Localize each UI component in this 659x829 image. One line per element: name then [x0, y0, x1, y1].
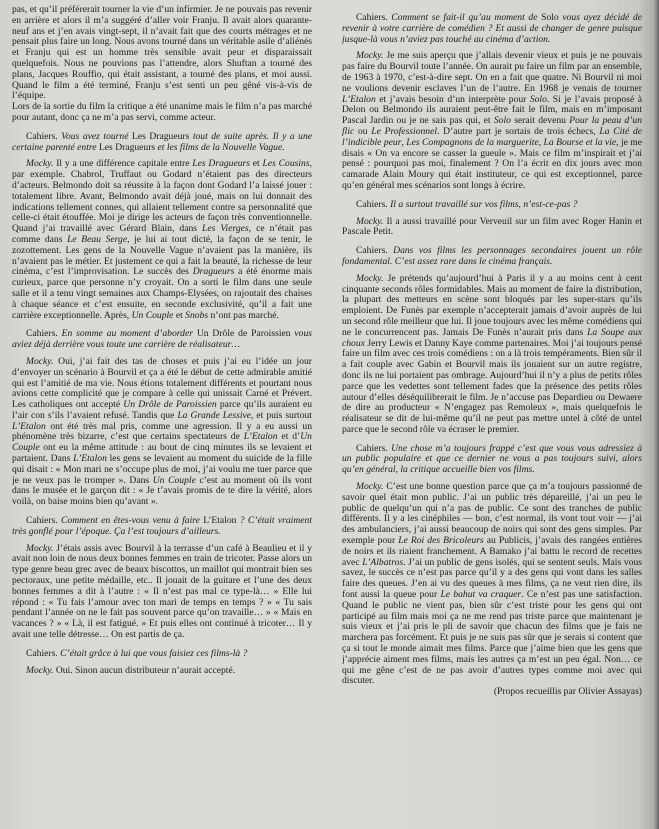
italic-text-run: Pour la peau d’un flic: [342, 115, 642, 137]
text-run: ,: [538, 136, 544, 148]
paragraph-answer: [12, 159, 312, 321]
paragraph-answer: [342, 274, 642, 436]
italic-text-run: Comment en êtes-vous venu à faire: [61, 515, 204, 527]
text-run: Je prétends qu’aujourd’hui à Paris il y a au moins cent à cent cinquante seconds rôles formidables. Mais au moment de faire la distribution, la plupart des metteurs en scène sont bloqués par les super-stars qu’ils emploient. De Funès par exemple n’accepterait jamais d’avoir auprès de lui un second rôle meilleur que lui. Il joue toujours avec les même comédiens qui ne le concurrencent pas. Jamais De Funès n’aurait pris dans: [342, 272, 642, 338]
text-run: L’Etalon: [203, 515, 237, 527]
italic-text-run: L’Etalon: [243, 431, 278, 443]
italic-text-run: La Grande Lessive: [177, 409, 252, 421]
text-run: Cahiers.: [26, 328, 62, 340]
text-run: Cahiers.: [356, 198, 391, 210]
text-run: et: [173, 309, 186, 321]
italic-text-run: Mocky.: [356, 215, 384, 227]
text-run: J’étais assis avec Bourvil à la terrasse d’un café à Beaulieu et il y avait non loin de nous deux bonnes femmes en train de tricoter. Passe alors un type genre beau grec avec de beaux biscottos, un maillot qui montrait bien ses pectoraux, une petite médaille, etc.. Il jouait de la guitare et l’une des deux bonnes femmes a dit à l’autre : « Il n’est pas mal ce type-là… » Elle lui répond : « Tu fais l’amour avec ton mari de temps en temps ? » « Tu sais pendant l’année on ne le fait pas souvent parce qu’on travaille… » « Mais en vacances ? » « Là, il est fatigué. » Et puis elles ont continué à tricoter… Il y avait une telle détresse… On est partis de ça.: [12, 542, 312, 641]
italic-text-run: Les Dragueurs: [192, 158, 250, 170]
text-run: et d’: [277, 431, 301, 443]
italic-text-run: tout de suite après. Il y a une certaine parenté entre: [12, 130, 312, 153]
text-run: Les Dragueurs: [131, 130, 193, 142]
text-run: . J’ai un public de gens isolés, qui se sentent seuls. Mais vous savez, le succès ce n’est pas parce qu’il y a des gens qui vont dans les salles faire des queues. J’en ai vu des queues à mes films, ça ne veut rien dire, ils font aussi la queue pour: [342, 556, 642, 601]
text-run: c’est au moment où ils vont dans le musée et le garçon dit : « Je t’avais promis de te dire la vérité, alors voilà, on baise moins bien qu’avant ».: [12, 474, 312, 508]
text-run: Cahiers.: [356, 245, 394, 257]
italic-text-run: Il a surtout travaillé sur vos films, n’est-ce-pas ?: [390, 198, 578, 210]
paragraph-question: [12, 329, 312, 351]
italic-text-run: Dragueurs: [192, 266, 235, 278]
italic-text-run: Le Professionnel: [371, 125, 438, 137]
italic-text-run: L’Albatros: [362, 556, 404, 568]
text-run: Oui. Sinon aucun distributeur n’aurait accepté.: [53, 664, 236, 676]
text-run: parce qu’ils auraient eu l’air con s’ils l’avaient refusé. Tandis que: [12, 399, 312, 421]
text-run: Cahiers.: [356, 12, 392, 23]
paragraph-question: [12, 516, 312, 538]
column-left: [12, 5, 312, 825]
paragraph-question: [342, 13, 642, 45]
italic-text-run: Solo: [529, 93, 547, 105]
text-run: Les Dragueurs: [98, 141, 158, 153]
text-run: Un Drôle de Paroissien: [196, 328, 295, 340]
paragraph-answer: [12, 666, 312, 677]
italic-text-run: Dans vos films les personnages secondaires jouent un rôle fondamental. C’est assez rare dans le cinéma français.: [342, 245, 642, 267]
text-run: Cahiers.: [26, 130, 62, 142]
italic-text-run: Une chose m’a toujours frappé c’est que vous vous adressiez à un public populaire et que ce dernier ne vous a pas toujours suivi, alors qu’en général, la critique accueille bien vos films.: [342, 442, 642, 476]
italic-text-run: Vous avez tourné: [61, 130, 132, 142]
italic-text-run: Le bahut va craquer: [440, 589, 522, 601]
italic-text-run: ? C’était vraiment très gonflé pour l’époque. Ça l’est toujours d’ailleurs.: [12, 515, 312, 537]
text-run: ont eu la même attitude : au bout de cinq minutes ils se levaient et partaient. Dans: [12, 442, 312, 465]
text-run: , et puis surtout: [251, 409, 312, 421]
italic-text-run: Un Couple: [131, 309, 174, 321]
italic-text-run: C’était grâce à lui que vous faisiez ces films-là ?: [60, 647, 248, 659]
text-run: Solo: [541, 12, 563, 23]
italic-text-run: Mocky.: [356, 272, 384, 284]
text-run: n’ont pas marché.: [208, 309, 279, 321]
paragraph-credit: [342, 687, 642, 698]
italic-text-run: Solo: [493, 115, 511, 127]
paragraph-answer: [342, 217, 642, 239]
italic-text-run: Un Couple: [152, 474, 196, 486]
paragraph-question: [12, 649, 312, 660]
text-run: , ce n’était pas comme dans: [12, 223, 312, 245]
text-run: ,: [401, 136, 407, 148]
italic-text-run: Un Couple: [12, 431, 312, 454]
text-run: et j’avais besoin d’un interprète pour: [375, 93, 530, 105]
text-run: . D’autre part je sortais de trois échecs,: [437, 125, 600, 137]
text-run: Cahiers.: [26, 515, 62, 527]
paragraph-answer: [12, 357, 312, 508]
italic-text-run: L’Etalon: [342, 93, 376, 105]
italic-text-run: Mocky.: [26, 355, 54, 367]
text-run: a été énorme mais curieux, parce que personne n’y croyait. On a sorti le film dans une seule salle et il a tenu vingt semaines aux Champs-Elysées, on rajoutait des chaises à chaque séance et c’est ensuite, en seconde exclusivité, qu’il a fait une carrière exceptionnelle. Après,: [12, 266, 312, 321]
paragraph-question: [342, 444, 642, 476]
italic-text-run: vous aviez déjà derrière vous toute une carrière de réalisateur…: [12, 328, 312, 351]
text-run: , je me disais « On va encore se casser la gueule ». Mais ce film m’inspirait et j’ai pensé : pourquoi pas moi, finalement ? On l’a écrit en dix jours avec mon camarade Alain Moury qui était instituteur, ce qui est exceptionnel, parce qu’en général mes scénarios sont longs à écrire.: [342, 136, 642, 191]
text-run: serait devenu: [510, 115, 570, 127]
italic-text-run: et les films de la Nouvelle Vague.: [157, 141, 285, 153]
text-run: Il y a une différence capitale entre: [53, 158, 193, 170]
text-run: les gens se levaient au moment du suicide de la fille qui disait : « Mon mari ne s’occupe plus de moi, j’ai voulu me tuer parce que je ne veux pas le tromper ». Dans: [12, 453, 312, 486]
text-run: Je me suis aperçu que j’allais devenir vieux et puis je ne pouvais pas faire du Bourvil toute l’année. On aurait pu faire un film par an ensemble, de 1963 à 1970, c’est-à-dire sept. On en a fait que quatre. Ni Bourvil ni moi ne voulions devenir esclaves l’un de l’autre. En 1968 je venais de tourner: [342, 50, 642, 94]
paragraph-question: [342, 200, 642, 211]
italic-text-run: L’Etalon: [73, 453, 107, 465]
text-run: ont été très mal pris, comme une agression. Il y a eu aussi un phénomène très bizarre, c’est que certains spectateurs de: [12, 420, 312, 443]
text-run: pas, et qu’il préférerait tourner la vie d’un infirmier. Je ne pouvais pas revenir en arrière et alors il m’a suggéré d’aller voir Franju. Il avait alors quarante-neuf ans et j’en avais vingt-sept, il n’avait fait que des courts métrages et ne pensait plus faire un long. Nous avons tourné dans un véritable asile d’aliénés et Franju qui est un homme très sensible avait peur et disparaissait quelquefois. Nous ne pouvions pas l’attendre, alors Shuftan a tourné des plans, Jacques Rouffio, qui était assistant, a tourné des plans, et moi aussi. Quand le film a été terminé, Franju s’est senti un peu gêné vis-à-vis de l’équipe.: [12, 5, 312, 102]
italic-text-run: Les Compagnons de la marguerite: [406, 136, 539, 148]
text-run: Il a aussi travaillé pour Verveuil sur un film avec Roger Hanin et Pascale Petit.: [342, 215, 642, 238]
italic-text-run: Mocky.: [26, 664, 54, 676]
text-run: Cahiers.: [356, 442, 392, 454]
text-run: Oui, j’ai fait des tas de choses et puis j’ai eu l’idée un jour d’envoyer un scénario à Bourvil et ça a été le début de cette admirable amitié qui est l’amitié de ma vie. Nous étions totalement différents et pourtant nous avions cette complicité que je compare à celle qui unissait Carné et Prévert. Les catholiques ont accepté: [12, 355, 312, 411]
italic-text-run: La Soupe aux choux: [342, 326, 642, 349]
column-right: [342, 5, 642, 825]
text-run: . Ce n’est pas une satisfaction. Quand le public ne vient pas, bien sûr c’est triste pour les gens qui ont participé au film mais moi ça ne me rend pas triste parce que maintenant je suis vieux et j’ai pris le pli de savoir que chacun des films que je fais ne marchera pas forcément. Et puis je ne suis pas sûr que je serais si content que ça si tout le monde aimait mes films. Parce que j’aime bien que les gens que j’apprécie aiment mes films, mais les autres ça m’est un peu égal. Non… ce qui me gêne c’est de ne pas avoir d’autres types comme moi avec qui discuter.: [342, 589, 642, 687]
text-run: Lors de la sortie du film la critique a été unanime mais le film n’a pas marché pour autant, donc ça ne m’a pas servi, comme acteur.: [12, 101, 312, 123]
text-run: Cahiers.: [26, 647, 61, 659]
italic-text-run: vous ayez décidé de revenir à votre carrière de comédien ? Et aussi de changer de genre puisque jusque-là vous n’aviez pas touché au cinéma d’action.: [342, 12, 642, 45]
italic-text-run: La Bourse et la vie: [543, 136, 617, 148]
italic-text-run: Un Drôle de Paroissien: [123, 399, 217, 411]
paragraph-answer: [342, 482, 642, 687]
text-run: , je lui ai tout dicté, la façon de se tenir, le zozottement. Les gens de la Nouvelle Vague n’avaient pas la manière, ils n’avaient pas le métier. Et justement ce qui a fait la beauté, la richesse de leur cinéma, c’est l’improvisation. Le succès des: [12, 233, 312, 278]
paragraph-question: [12, 132, 312, 154]
text-run: . Si je l’avais proposé à Delon ou Belmondo ils auraient peut-être fait le film, mais en m’imposant Pascal Jardin ou je ne sais pas qui, et: [342, 93, 642, 127]
italic-text-run: Snobs: [185, 309, 209, 321]
text-run: C’est une bonne question parce que ça m’a toujours passionné de savoir quel était mon public. J’ai un public très dépareillé, j’ai un peu le public de quelqu’un qui n’a pas de public. Ce sont des tranches de public différents. Il y a les cinéphiles — bon, c’est normal, ils vont tout voir — j’ai des ambulanciers, j’ai aussi beaucoup de noirs qui sont des gens simples. Par exemple pour: [342, 481, 642, 547]
italic-text-run: Mocky.: [26, 158, 54, 170]
italic-text-run: Le Beau Serge: [67, 233, 128, 245]
text-run: ou: [354, 125, 372, 137]
paragraph-answer: [342, 51, 642, 191]
text-run: (Propos recueillis par Olivier Assayas): [493, 686, 642, 698]
paragraph-continuation: [12, 5, 312, 102]
text-run: et: [250, 158, 263, 170]
italic-text-run: La Cité de l’indicible peur: [342, 125, 642, 148]
paragraph-question: [342, 246, 642, 268]
italic-text-run: Mocky.: [26, 542, 54, 554]
text-run: Jerry Lewis et Danny Kaye comme partenaires. Moi j’ai toujours pensé faire un film avec ces trois comédiens : on a là trois tempéraments. Bien sûr il a fait couple avec Gabin et Bourvil mais ils jouaient sur un autre registre, donc ils ne lui portaient pas ombrage. Aujourd’hui il n’y a plus de petits rôles parce que les vedettes sont tellement fades que la présence des petits rôles autour d’elles déséquilibrerait le film. Je n’accuse pas Depardieu ou Dewaere de dire au producteur « N’engagez pas Remoleux », mais quelquefois le réalisateur se dit de lui-même qu’il ne peut pas mettre untel à côté de untel parce que le second rôle va écraser le premier.: [342, 337, 642, 435]
italic-text-run: Les Cousins: [262, 158, 310, 170]
italic-text-run: Mocky.: [356, 481, 384, 493]
text-run: au Publicis, j’avais des rangées entières de noirs et ils riaient franchement. A Bamako j’ai battu le record de recettes avec: [342, 535, 642, 568]
italic-text-run: Les Vierges: [202, 223, 249, 235]
italic-text-run: En somme au moment d’aborder: [61, 328, 197, 340]
italic-text-run: L’Etalon: [12, 420, 46, 432]
italic-text-run: Le Roi des Bricoleurs: [398, 535, 484, 547]
italic-text-run: Mocky.: [356, 50, 384, 62]
text-run: , par exemple. Chabrol, Truffaut ou Godard n’étaient pas des directeurs d’acteurs. Belmondo doit sa réussite à la façon dont Godard l’a laissé jouer : totalement libre. Avant, Belmondo avait déjà joué, mais on lui donnait des indications tellement connes, qui allaient tellement contre sa personnalité que celle-ci était étouffée. Moi je dirige les acteurs de façon très conventionnelle. Quand j’ai travaillé avec Gérard Blain, dans: [12, 158, 312, 235]
paragraph-continuation: [12, 102, 312, 124]
italic-text-run: Comment se fait-il qu’au moment de: [391, 12, 542, 23]
paragraph-answer: [12, 544, 312, 641]
